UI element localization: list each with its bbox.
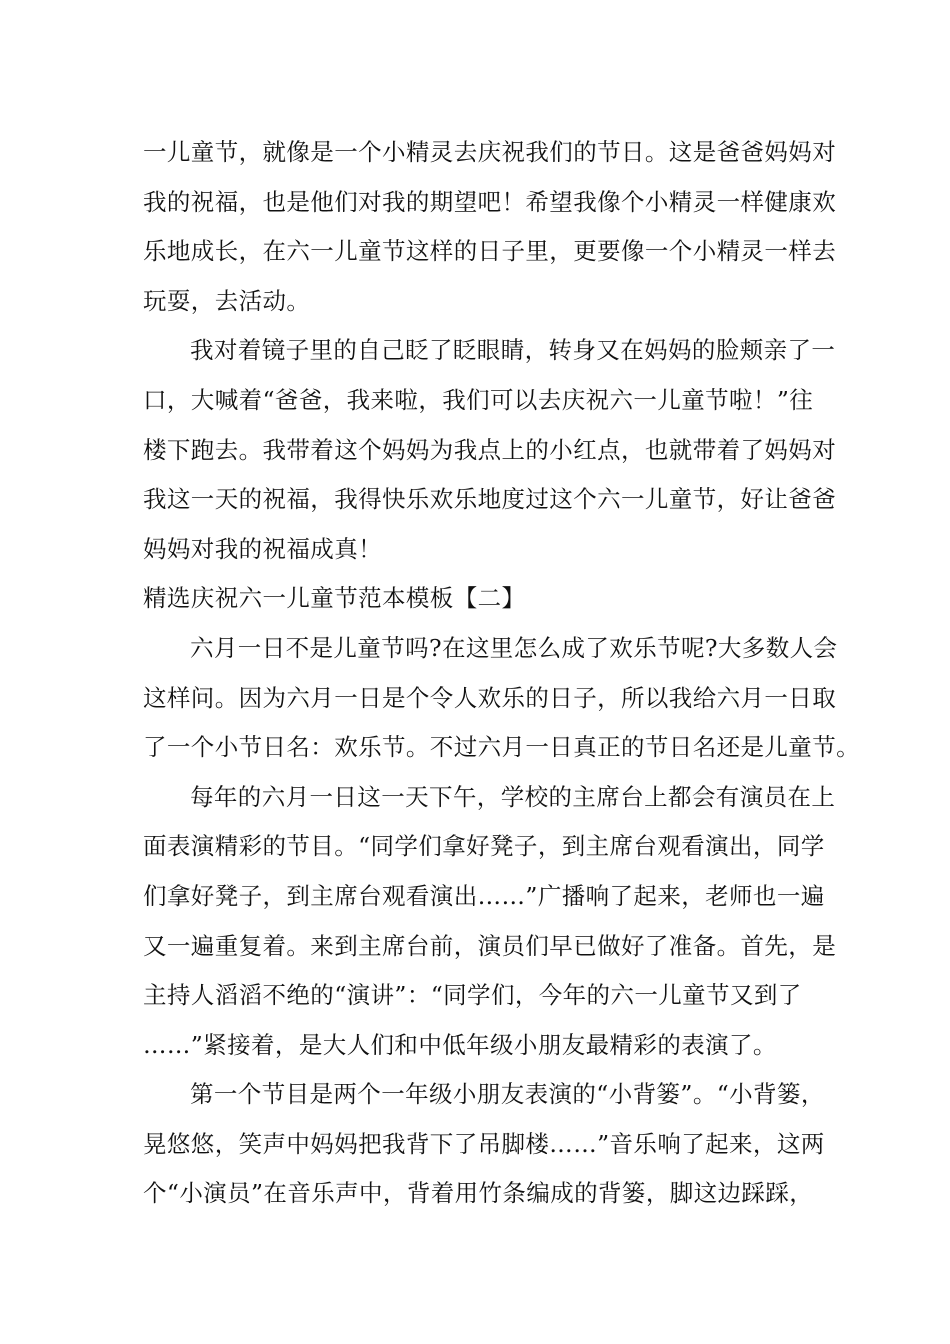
text-line: ……”紧接着，是大人们和中低年级小朋友最精彩的表演了。 (143, 1030, 777, 1059)
paragraph-first-line: 我对着镜子里的自己眨了眨眼睛，转身又在妈妈的脸颊亲了一 (190, 336, 836, 365)
text-line: 口，大喊着“爸爸，我来啦，我们可以去庆祝六一儿童节啦！”往 (143, 385, 814, 414)
document-body (143, 128, 860, 1219)
text-line: 玩耍，去活动。 (143, 286, 311, 315)
section-heading: 精选庆祝六一儿童节范本模板【二】 (143, 584, 526, 613)
text-line: 乐地成长，在六一儿童节这样的日子里，更要像一个小精灵一样去 (143, 237, 837, 266)
text-line: 了一个小节日名：欢乐节。不过六月一日真正的节日名还是儿童节。 (143, 733, 860, 762)
paragraph-first-line: 六月一日不是儿童节吗?在这里怎么成了欢乐节呢?大多数人会 (190, 633, 838, 662)
paragraph-first-line: 每年的六月一日这一天下午，学校的主席台上都会有演员在上 (190, 782, 836, 811)
text-line: 又一遍重复着。来到主席台前，演员们早已做好了准备。首先，是 (143, 931, 837, 960)
text-line: 面表演精彩的节目。“同学们拿好凳子，到主席台观看演出，同学 (143, 832, 825, 861)
text-line: 主持人滔滔不绝的“演讲”：“同学们，今年的六一儿童节又到了 (143, 981, 802, 1010)
text-line: 个“小演员”在音乐声中，背着用竹条编成的背篓，脚这边踩踩， (143, 1179, 814, 1208)
text-line: 楼下跑去。我带着这个妈妈为我点上的小红点，也就带着了妈妈对 (143, 435, 837, 464)
text-line: 妈妈对我的祝福成真！ (143, 534, 382, 563)
text-line: 们拿好凳子，到主席台观看演出……”广播响了起来，老师也一遍 (143, 881, 825, 910)
text-line: 我的祝福，也是他们对我的期望吧！希望我像个小精灵一样健康欢 (143, 187, 837, 216)
paragraph-first-line: 第一个节目是两个一年级小朋友表演的“小背篓”。“小背篓， (190, 1080, 825, 1109)
text-line: 这样问。因为六月一日是个令人欢乐的日子，所以我给六月一日取 (143, 683, 837, 712)
text-line: 一儿童节，就像是一个小精灵去庆祝我们的节日。这是爸爸妈妈对 (143, 138, 837, 166)
text-line: 我这一天的祝福，我得快乐欢乐地度过这个六一儿童节，好让爸爸 (143, 485, 837, 514)
text-line: 晃悠悠，笑声中妈妈把我背下了吊脚楼……”音乐响了起来，这两 (143, 1129, 825, 1158)
